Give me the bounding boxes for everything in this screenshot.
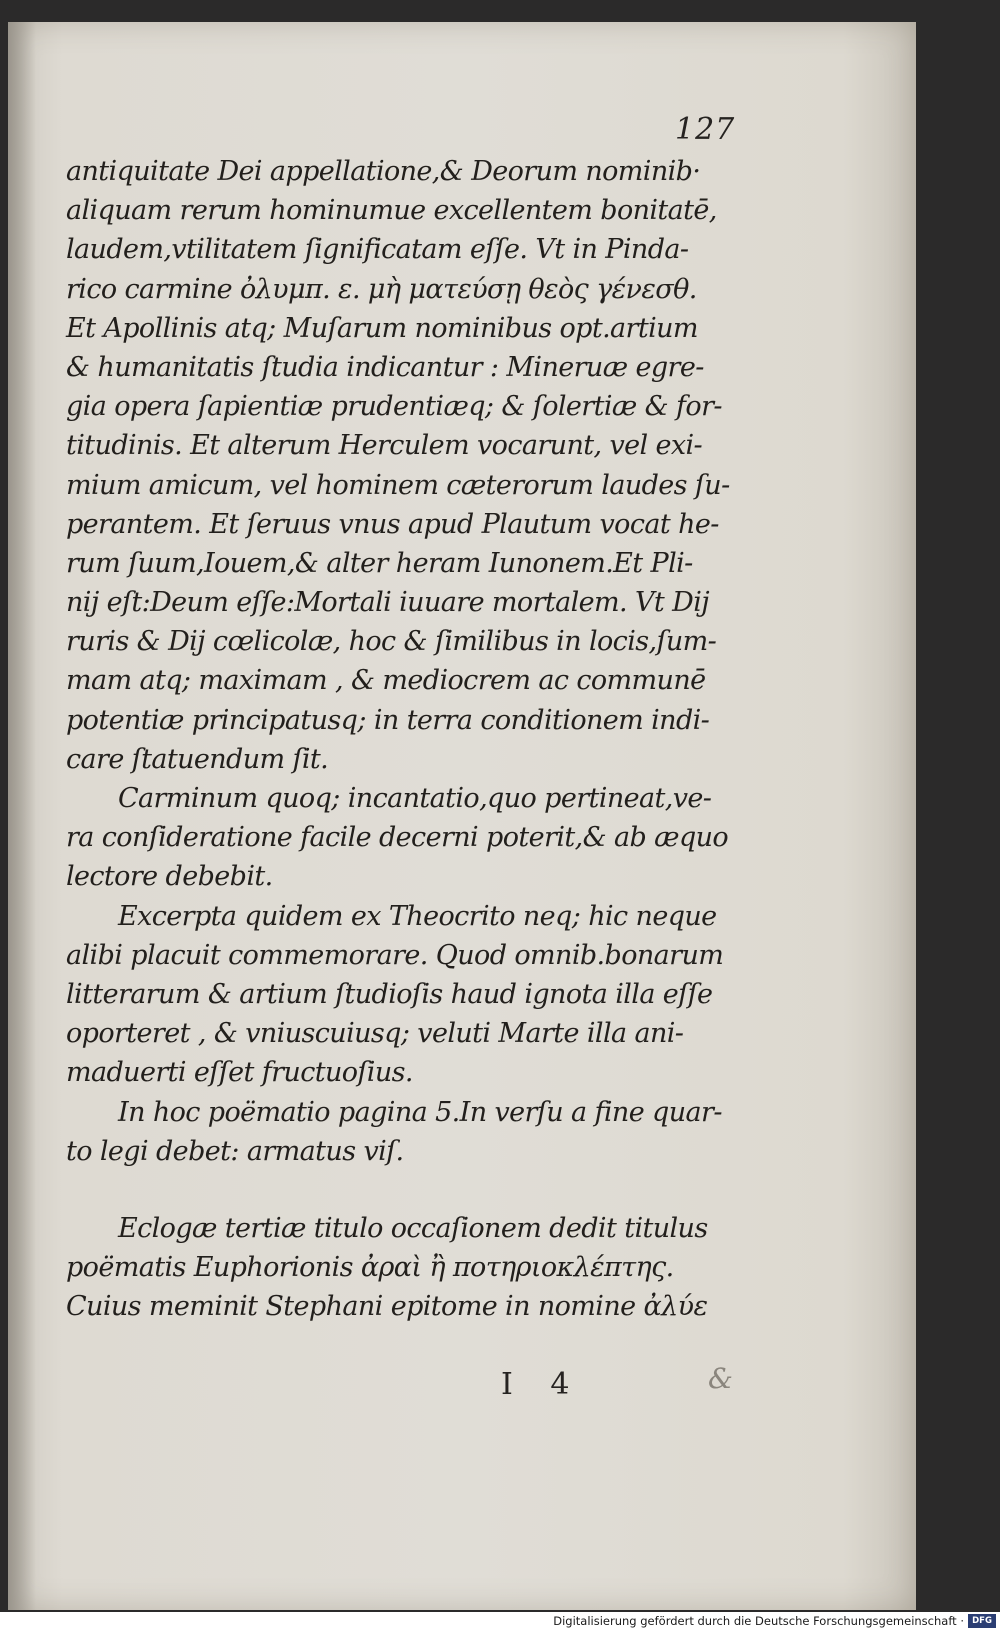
text-line: In hoc poëmatio pagina 5.In verſu a fine quar-	[118, 1096, 722, 1128]
text-line: rico carmine ὀλυμπ. ε. μὴ ματεύσῃ θεὸς γένεσθ.	[66, 273, 697, 305]
text-line: Carminum quoq; incantatio,quo pertineat,ve-	[118, 783, 712, 814]
text-line: laudem,vtilitatem ſignificatam eſſe. Vt in Pinda-	[66, 234, 689, 266]
text-line: rum ſuum,Iouem,& alter heram Iunonem.Et Pli-	[66, 547, 693, 579]
text-line: Et Apollinis atq; Muſarum nominibus opt.artium	[66, 312, 698, 344]
text-line: antiquitate Dei appellatione,& Deorum nominib·	[66, 156, 701, 187]
text-line: nij eſt:Deum eſſe:Mortali iuuare mortalem. Vt Dij	[66, 587, 710, 619]
catchword: &	[708, 1362, 733, 1395]
book-page	[8, 22, 916, 1610]
text-line: ruris & Dij cœlicolæ, hoc & ſimilibus in locis,ſum-	[66, 626, 717, 658]
footer-credit: Digitalisierung gefördert durch die Deutsche Forschungsgemeinschaft ·	[553, 1614, 964, 1628]
text-line: Cuius meminit Stephani epitome in nomine ἀλύε	[66, 1291, 708, 1323]
text-line: perantem. Et ſeruus vnus apud Plautum vocat he-	[66, 508, 719, 540]
text-line: titudinis. Et alterum Herculem vocarunt, vel exi-	[66, 430, 703, 462]
footer-bar	[0, 1612, 1000, 1632]
text-line: ra conſideratione facile decerni poterit,& ab æquo	[66, 822, 729, 854]
text-line: care ſtatuendum ſit.	[66, 743, 329, 775]
signature-mark: I 4	[501, 1367, 584, 1402]
text-line: potentiæ principatusq; in terra conditionem indi-	[66, 704, 710, 736]
text-line: lectore debebit.	[66, 861, 273, 893]
text-line: mam atq; maximam , & mediocrem ac communē	[66, 665, 706, 697]
page-number: 127	[675, 112, 736, 147]
text-line: Excerpta quidem ex Theocrito neq; hic neque	[118, 900, 717, 932]
text-line: to legi debet: armatus viſ.	[66, 1135, 404, 1167]
text-line: & humanitatis ſtudia indicantur : Mineruæ egre-	[66, 351, 704, 383]
text-line: mium amicum, vel hominem cæterorum laudes ſu-	[66, 469, 730, 501]
text-line: alibi placuit commemorare. Quod omnib.bonarum	[66, 939, 724, 971]
text-line: Eclogæ tertiæ titulo occaſionem dedit titulus	[118, 1212, 708, 1244]
text-line: poëmatis Euphorionis ἀραὶ ἢ ποτηριοκλέπτης.	[66, 1252, 674, 1284]
text-line: litterarum & artium ſtudioſis haud ignota illa eſſe	[66, 978, 713, 1010]
text-line: oporteret , & vniuscuiusq; veluti Marte illa ani-	[66, 1018, 684, 1050]
text-line: maduerti eſſet fructuoſius.	[66, 1057, 413, 1089]
text-line: aliquam rerum hominumue excellentem bonitatē,	[66, 195, 717, 227]
dfg-logo: DFG	[968, 1614, 996, 1628]
body-text	[66, 152, 746, 1326]
text-line: gia opera ſapientiæ prudentiæq; & ſolertiæ & for-	[66, 391, 722, 423]
